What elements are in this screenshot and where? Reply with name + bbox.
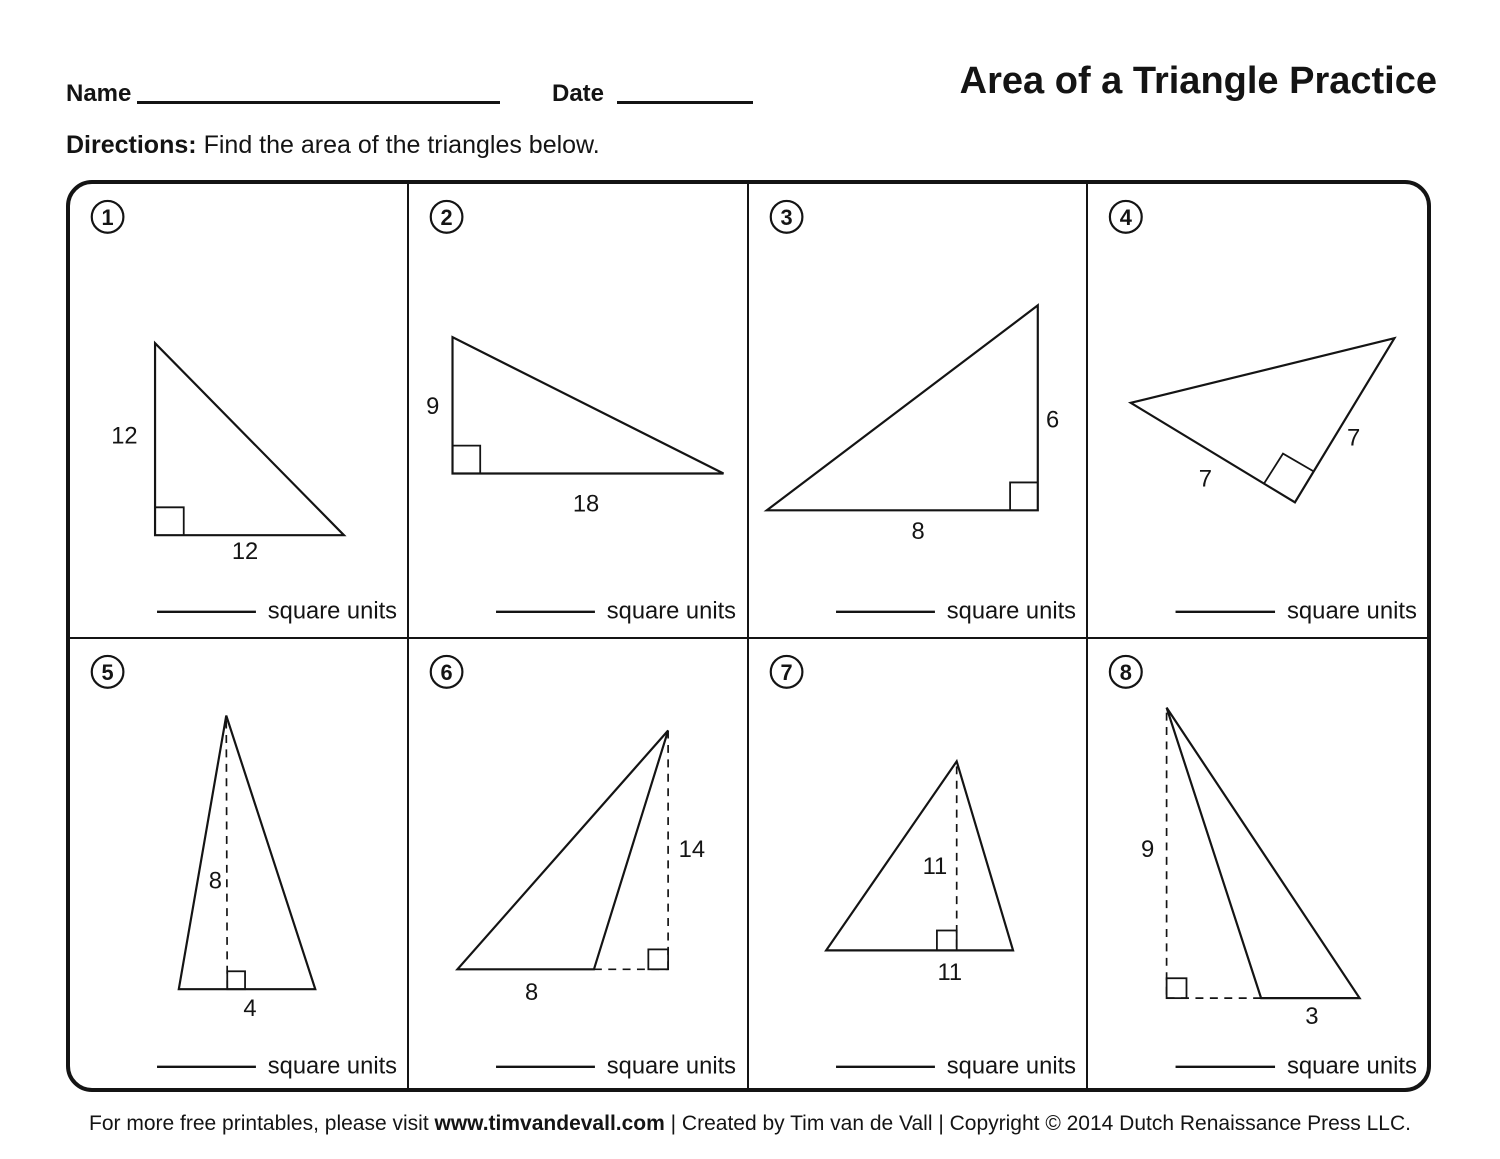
right-angle-marker xyxy=(227,971,245,989)
problem-number: 2 xyxy=(440,204,453,230)
triangle-shape xyxy=(155,343,344,535)
problem-cell-8 xyxy=(1088,639,1427,1092)
date-blank-line[interactable] xyxy=(617,101,753,104)
square-units-label: square units xyxy=(946,1052,1076,1080)
triangle-shape xyxy=(458,730,669,969)
problem-1-figure xyxy=(70,184,407,637)
triangle-shape xyxy=(1131,338,1395,502)
problems-grid xyxy=(66,180,1431,1092)
page-title: Area of a Triangle Practice xyxy=(959,60,1437,102)
triangle-shape xyxy=(1166,707,1359,997)
height-label: 6 xyxy=(1045,406,1059,434)
problem-7-figure xyxy=(749,639,1086,1092)
problem-cell-1 xyxy=(70,184,409,639)
height-label: 11 xyxy=(922,852,947,880)
right-angle-marker xyxy=(936,930,956,950)
base-label: 8 xyxy=(525,978,539,1006)
problem-5-figure xyxy=(70,639,407,1092)
footer-prefix: For more free printables, please visit xyxy=(89,1112,435,1135)
date-label: Date xyxy=(552,80,605,107)
problem-cell-2 xyxy=(409,184,748,639)
right-angle-marker xyxy=(1166,978,1186,998)
base-label: 3 xyxy=(1304,1002,1319,1030)
problem-number: 1 xyxy=(101,204,114,230)
problem-cell-3 xyxy=(749,184,1088,639)
height-label: 9 xyxy=(426,392,440,420)
side-label-left: 7 xyxy=(1198,465,1212,493)
base-label: 8 xyxy=(911,518,925,546)
right-angle-marker xyxy=(1010,482,1038,510)
problem-cell-4 xyxy=(1088,184,1427,639)
problem-number: 6 xyxy=(440,659,453,685)
height-label: 14 xyxy=(678,835,706,863)
side-label-right: 7 xyxy=(1346,424,1361,452)
problem-3-figure xyxy=(749,184,1086,637)
square-units-label: square units xyxy=(267,597,398,625)
altitude-dashed-line xyxy=(226,720,227,989)
triangle-shape xyxy=(179,715,315,989)
triangle-shape xyxy=(453,337,724,473)
footer-credit xyxy=(0,1112,1500,1136)
right-angle-marker xyxy=(453,446,481,474)
right-angle-marker xyxy=(649,949,669,969)
square-units-label: square units xyxy=(946,597,1076,625)
directions-text: Find the area of the triangles below. xyxy=(203,131,600,159)
problem-6-figure xyxy=(409,639,746,1092)
base-label: 18 xyxy=(573,490,600,518)
problem-cell-6 xyxy=(409,639,748,1092)
footer-site-link[interactable]: www.timvandevall.com xyxy=(434,1112,665,1135)
problem-number: 3 xyxy=(780,204,793,230)
height-label: 9 xyxy=(1140,835,1155,863)
problem-cell-5 xyxy=(70,639,409,1092)
right-angle-marker xyxy=(1264,454,1314,484)
triangle-shape xyxy=(766,305,1037,510)
problem-4-figure xyxy=(1088,184,1427,637)
right-angle-marker xyxy=(155,507,184,535)
height-label: 8 xyxy=(208,867,222,895)
square-units-label: square units xyxy=(267,1052,398,1080)
height-label: 12 xyxy=(111,422,138,450)
problem-cell-7 xyxy=(749,639,1088,1092)
problem-number: 5 xyxy=(101,659,114,685)
square-units-label: square units xyxy=(1286,597,1417,625)
base-label: 11 xyxy=(936,958,962,986)
base-label: 4 xyxy=(243,994,257,1022)
directions xyxy=(66,131,600,160)
footer-suffix: | Created by Tim van de Vall | Copyright © 2014 Dutch Renaissance Press LLC. xyxy=(664,1112,1411,1135)
name-label: Name xyxy=(66,80,132,107)
base-label: 12 xyxy=(231,537,259,566)
problem-2-figure xyxy=(409,184,746,637)
problem-number: 8 xyxy=(1119,659,1132,685)
problem-8-figure xyxy=(1088,639,1427,1092)
problem-number: 4 xyxy=(1119,204,1132,230)
square-units-label: square units xyxy=(607,597,737,625)
directions-label: Directions: xyxy=(66,131,197,159)
triangle-shape xyxy=(826,761,1013,950)
name-blank-line[interactable] xyxy=(137,101,500,104)
square-units-label: square units xyxy=(1286,1052,1417,1080)
problem-number: 7 xyxy=(780,659,793,685)
square-units-label: square units xyxy=(607,1052,737,1080)
